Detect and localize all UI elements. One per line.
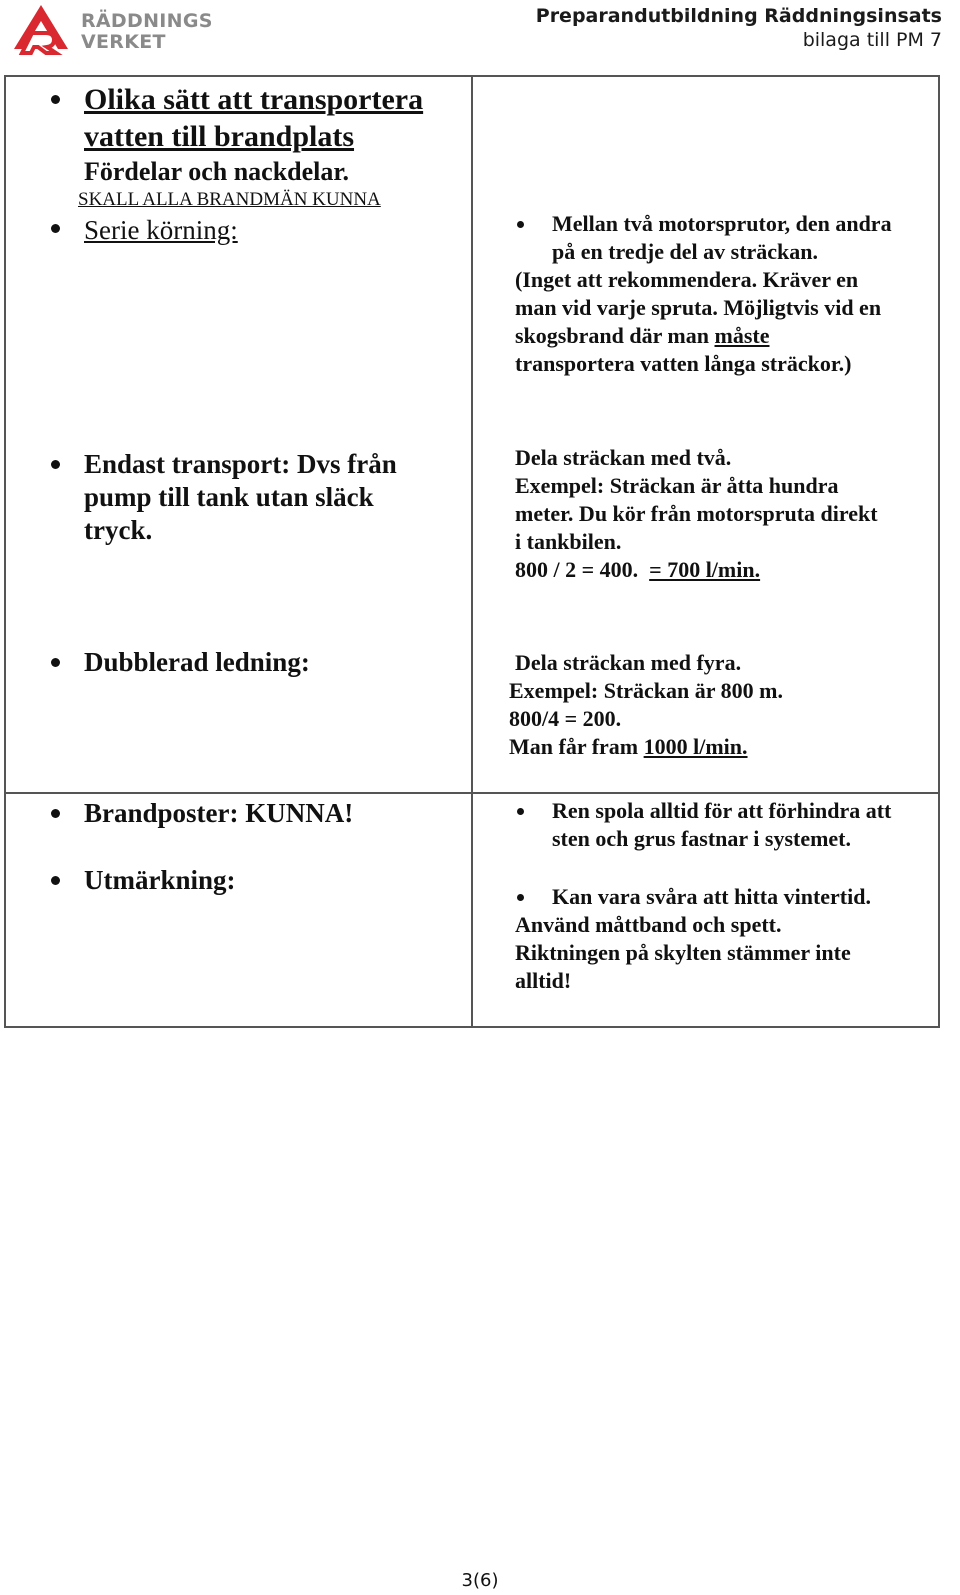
endast-text-line5 — [515, 556, 760, 584]
bullet-icon — [517, 894, 524, 901]
logo-line2: VERKET — [81, 31, 166, 53]
endast-transport-line1: Endast transport: Dvs från — [84, 449, 397, 479]
serie-text-line5-a: skogsbrand där man — [515, 323, 715, 348]
document-title: Preparandutbildning Räddningsinsats — [535, 5, 942, 27]
endast-transport-line2: pump till tank utan släck — [84, 482, 374, 512]
endast-flow-result: = 700 l/min. — [649, 557, 761, 582]
utmarkning-label: Utmärkning: — [84, 865, 236, 895]
bullet-icon — [51, 95, 60, 104]
dubblerad-text-line4-a: Man får fram — [509, 734, 644, 759]
dubblerad-text-line3: 800/4 = 200. — [509, 706, 622, 731]
section-heading-line2: vatten till brandplats — [84, 120, 355, 153]
serie-text-line5-emphasis: måste — [714, 323, 770, 348]
table-right-border — [938, 75, 940, 1028]
utmarkning-text-line4: alltid! — [515, 968, 572, 993]
section-heading: Olika sätt att transportera — [84, 83, 424, 116]
dubblerad-ledning-label: Dubblerad ledning: — [84, 647, 310, 677]
bullet-icon — [51, 224, 60, 233]
bullet-icon — [51, 658, 60, 667]
logo-emblem-icon — [10, 3, 72, 55]
bullet-icon — [51, 460, 60, 469]
dubblerad-text-line4 — [509, 733, 748, 761]
brandposter-label: Brandposter: KUNNA! — [84, 798, 354, 828]
serie-text-line4: man vid varje spruta. Möjligtvis vid en — [515, 295, 882, 320]
logo-line1: RÄDDNINGS — [81, 10, 213, 32]
bullet-icon — [517, 221, 524, 228]
utmarkning-text-line3: Riktningen på skylten stämmer inte — [515, 940, 851, 965]
page-number: 3(6) — [461, 1570, 499, 1591]
document-subtitle: bilaga till PM 7 — [802, 29, 942, 51]
logo-wordmark — [81, 11, 213, 53]
brandposter-text-line1: Ren spola alltid för att förhindra att — [552, 798, 892, 823]
endast-text-line4: i tankbilen. — [515, 529, 622, 554]
endast-transport-line3: tryck. — [84, 515, 153, 545]
bullet-icon — [517, 808, 524, 815]
brandposter-text-line2: sten och grus fastnar i systemet. — [552, 826, 852, 851]
dubblerad-text-line2: Exempel: Sträckan är 800 m. — [509, 678, 783, 703]
serie-text-line3: (Inget att rekommendera. Kräver en — [515, 267, 859, 292]
serie-text-line6: transportera vatten långa sträckor.) — [515, 351, 852, 376]
table-column-divider — [471, 75, 473, 1028]
serie-text-line5 — [515, 322, 769, 350]
dubblerad-flow-result: 1000 l/min. — [643, 734, 748, 759]
dubblerad-text-line1: Dela sträckan med fyra. — [515, 650, 742, 675]
serie-korning-label: Serie körning: — [84, 215, 238, 245]
utmarkning-text-line2: Använd måttband och spett. — [515, 912, 782, 937]
bullet-icon — [51, 876, 60, 885]
serie-text-line1: Mellan två motorsprutor, den andra — [552, 211, 892, 236]
endast-text-line2: Exempel: Sträckan är åtta hundra — [515, 473, 839, 498]
endast-text-line3: meter. Du kör från motorspruta direkt — [515, 501, 878, 526]
section-subheading: Fördelar och nackdelar. — [84, 157, 350, 186]
table-left-border — [4, 75, 6, 1028]
section-note: SKALL ALLA BRANDMÄN KUNNA — [78, 189, 381, 210]
utmarkning-text-line1: Kan vara svåra att hitta vintertid. — [552, 884, 871, 909]
endast-calc: 800 / 2 = 400. — [515, 557, 650, 582]
serie-text-line2: på en tredje del av sträckan. — [552, 239, 819, 264]
endast-text-line1: Dela sträckan med två. — [515, 445, 732, 470]
bullet-icon — [51, 809, 60, 818]
raddningsverket-logo — [10, 3, 220, 55]
